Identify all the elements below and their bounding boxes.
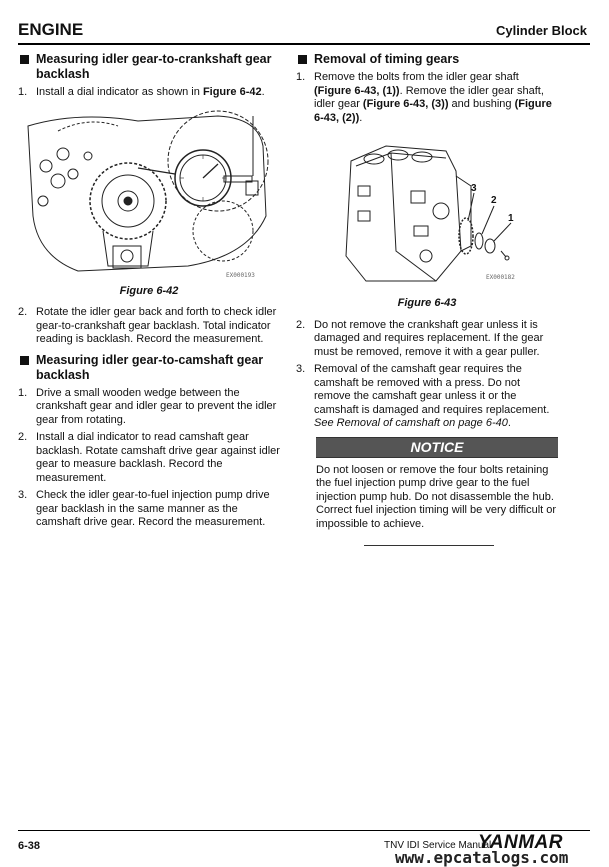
square-bullet-icon: [298, 55, 307, 64]
steps-idler-crank-cont: [18, 306, 280, 347]
page-number: 6-38: [18, 840, 41, 852]
cross-reference-link[interactable]: See Removal of camshaft on page 6-40: [314, 417, 508, 429]
list-item: 1. Drive a small wooden wedge between the crankshaft gear and idler gear to prevent the idler gear from rotating.: [18, 386, 277, 426]
end-rule: [364, 545, 494, 546]
square-bullet-icon: [20, 55, 29, 64]
figure-code: EX000182: [486, 274, 515, 281]
list-item: 2. Install a dial indicator to read camshaft gear backlash. Rotate camshaft drive gear against idler gear to measure backlash. Record the measurement.: [18, 431, 280, 484]
callout-1: 1: [508, 213, 514, 224]
steps-removal-cont: [296, 319, 558, 431]
list-item: 3. Removal of the camshaft gear requires the camshaft be removed with a press. Do not remove the camshaft gear unless it or the camshaft is damaged and requires replacement. See Removal of camshaft on page 6-40.: [296, 363, 550, 429]
watermark: www.epcatalogs.com: [395, 848, 569, 867]
figure-ref[interactable]: (Figure 6-43, (2)): [314, 98, 552, 124]
figure-ref[interactable]: (Figure 6-43, (3)): [362, 98, 449, 110]
header-rule: [18, 43, 590, 45]
brand-logo: YANMAR: [478, 832, 563, 853]
heading-idler-crank-backlash: Measuring idler gear-to-crankshaft gear backlash: [18, 52, 280, 82]
footer-rule: [18, 830, 590, 831]
callout-3: 3: [471, 183, 477, 194]
subsection-title: Cylinder Block: [495, 23, 587, 38]
list-item: 3. Check the idler gear-to-fuel injection pump drive gear backlash in the same manner as the camshaft drive gear. Record the measurement.: [18, 489, 270, 528]
square-bullet-icon: [20, 356, 29, 365]
figure-6-43-caption: Figure 6-43: [397, 297, 457, 309]
left-column: [18, 52, 280, 536]
heading-removal-timing-gears: Removal of timing gears: [296, 52, 558, 67]
figure-code: EX000193: [226, 271, 255, 279]
figure-ref[interactable]: (Figure 6-43, (1)): [314, 84, 400, 97]
callout-2: 2: [491, 195, 497, 206]
heading-idler-cam-backlash: Measuring idler gear-to-camshaft gear backlash: [18, 353, 280, 383]
figure-ref[interactable]: Figure 6-42: [202, 86, 262, 98]
notice-banner: NOTICE: [316, 437, 558, 458]
notice-text: Do not loosen or remove the four bolts retaining the fuel injection pump drive gear to the fuel injection pump hub. Do not disassemble the hub. Correct fuel injection timing will be very difficult or impossible to achieve.: [316, 463, 557, 530]
figure-6-42-dial-indicator-illustration: [18, 106, 280, 281]
list-item: 1. Remove the bolts from the idler gear shaft (Figure 6-43, (1)). Remove the idler gear shaft, idler gear (Figure 6-43, (3)) and bushing (Figure 6-43, (2)).: [296, 71, 552, 124]
manual-title: TNV IDI Service Manual: [384, 840, 492, 851]
list-item: 1. Install a dial indicator as shown in Figure 6-42.: [18, 86, 265, 98]
section-title: ENGINE: [18, 20, 84, 39]
list-item: 2. Do not remove the crankshaft gear unless it is damaged and requires replacement. If the gear must be removed, remove it with a gear puller.: [296, 318, 544, 358]
steps-idler-cam: [18, 387, 280, 530]
steps-idler-crank: [18, 86, 280, 100]
figure-6-43-engine-block-illustration: [296, 131, 558, 293]
steps-removal: [296, 71, 558, 125]
figure-6-42-caption: Figure 6-42: [119, 284, 179, 297]
right-column: [296, 52, 558, 546]
list-item: 2. Rotate the idler gear back and forth to check idler gear-to-crankshaft gear backlash. Total indicator reading is backlash. Record the measurement.: [18, 306, 277, 345]
